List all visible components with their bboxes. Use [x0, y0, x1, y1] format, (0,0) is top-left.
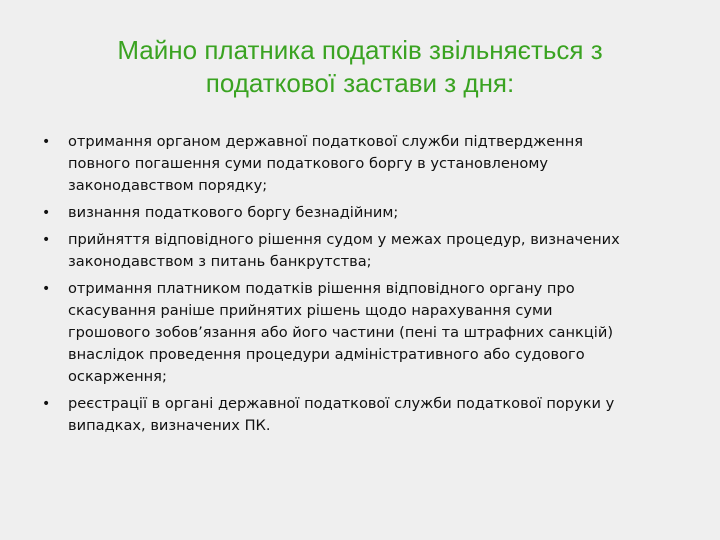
- bullet-text-line: отримання платником податків рішення відповідного органу про: [68, 280, 575, 297]
- bullet-item: [40, 131, 680, 197]
- title-line: податкової застави з дня:: [205, 68, 515, 98]
- bullet-icon: •: [42, 281, 51, 297]
- bullet-icon: •: [42, 396, 51, 412]
- bullet-text-line: отримання органом державної податкової служби підтвердження: [68, 133, 584, 150]
- bullet-text-line: оскарження;: [68, 368, 167, 385]
- bullet-text-line: грошового зобов’язання або його частини (пені та штрафних санкцій): [68, 324, 614, 341]
- bullet-icon: •: [42, 205, 51, 221]
- bullet-text-line: повного погашення суми податкового боргу в установленому: [68, 155, 548, 172]
- bullet-item: [40, 278, 680, 388]
- bullet-list: [40, 131, 680, 442]
- bullet-text-line: законодавством порядку;: [68, 177, 268, 194]
- title-line: Майно платника податків звільняється з: [117, 35, 603, 65]
- bullet-text-line: прийняття відповідного рішення судом у межах процедур, визначених: [68, 231, 620, 248]
- bullet-icon: •: [42, 232, 51, 248]
- bullet-item: [40, 393, 680, 437]
- bullet-icon: •: [42, 134, 51, 150]
- bullet-text-line: реєстрації в органі державної податкової служби податкової поруки у: [68, 395, 615, 412]
- bullet-text-line: внаслідок проведення процедури адміністративного або судового: [68, 346, 585, 363]
- slide-title: [60, 34, 660, 100]
- bullet-text-line: випадках, визначених ПК.: [68, 417, 271, 434]
- bullet-item: [40, 202, 680, 224]
- bullet-text-line: законодавством з питань банкрутства;: [68, 253, 372, 270]
- bullet-item: [40, 229, 680, 273]
- bullet-text-line: скасування раніше прийнятих рішень щодо нарахування суми: [68, 302, 553, 319]
- bullet-text-line: визнання податкового боргу безнадійним;: [68, 204, 399, 221]
